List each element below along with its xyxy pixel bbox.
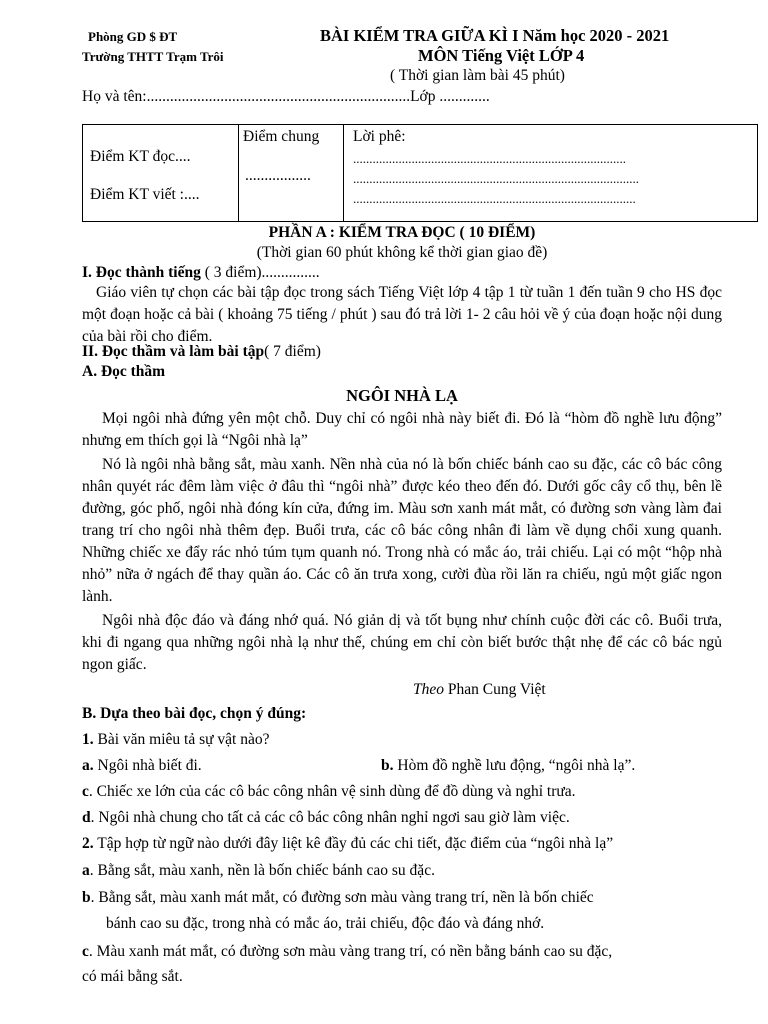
score-cell: [83, 125, 239, 221]
comment-label: Lời phê:: [353, 128, 406, 145]
option-text: . Ngôi nhà chung cho tất cả các cô bác công nhân nghỉ ngơi sau giờ làm việc.: [90, 809, 570, 826]
option-text: Ngôi nhà biết đi.: [93, 757, 202, 774]
story-author: [413, 679, 546, 701]
option-label: a.: [82, 757, 94, 774]
section-1-instructions: Giáo viên tự chọn các bài tập đọc trong sách Tiếng Việt lớp 4 tập 1 từ tuần 1 đến tuần 9 cho HS đọc một đoạn hoặc cả bài ( khoảng 75 tiếng / phút ) sau đó trả lời 1- 2 câu hỏi về ý của đoạn hoặc nội dung của bài rồi cho điểm.: [82, 284, 722, 345]
question-2: [82, 833, 613, 855]
option-label: c: [82, 783, 89, 800]
story-title: NGÔI NHÀ LẠ: [346, 386, 458, 405]
q1-option-b[interactable]: [381, 755, 635, 777]
author-name: Phan Cung Việt: [444, 681, 546, 698]
section-2-points: ( 7 điểm): [264, 343, 321, 360]
q2-option-a[interactable]: [82, 860, 435, 882]
question-1: [82, 729, 269, 751]
story-paragraph-1: Mọi ngôi nhà đứng yên một chỗ. Duy chỉ có ngôi nhà này biết đi. Đó là “hòm đồ nghề lưu động” nhưng em thích gọi là “Ngôi nhà lạ”: [82, 410, 722, 449]
option-text: . Bằng sắt, màu xanh mát mắt, có đường sơn màu vàng trang trí, nền là bốn chiếc: [90, 889, 594, 906]
subject-title: MÔN Tiếng Việt LỚP 4: [418, 46, 585, 65]
comment-line: ....................................................................................: [353, 151, 626, 166]
q2-option-b-continued: bánh cao su đặc, trong nhà có mắc áo, trải chiếu, độc đáo và đáng nhớ.: [106, 915, 545, 932]
q1-option-c[interactable]: [82, 781, 576, 803]
question-text: Bài văn miêu tả sự vật nào?: [93, 731, 270, 748]
section-2-heading: [82, 341, 321, 363]
option-text: Hòm đồ nghề lưu động, “ngôi nhà lạ”.: [393, 757, 636, 774]
q2-option-c[interactable]: [82, 941, 612, 963]
section-1-points: ( 3 điểm)...............: [200, 264, 320, 281]
comment-line: ........................................................................................: [353, 171, 639, 186]
part-b-title: B. Dựa theo bài đọc, chọn ý đúng:: [82, 705, 307, 722]
writing-score-label: Điểm KT viết :....: [90, 186, 200, 203]
part-a-title: PHẦN A : KIỂM TRA ĐỌC ( 10 ĐIỂM): [268, 224, 536, 241]
option-label: c: [82, 943, 89, 960]
silent-reading-heading: A. Đọc thầm: [82, 363, 166, 380]
option-text: . Bằng sắt, màu xanh, nền là bốn chiếc bánh cao su đặc.: [89, 862, 435, 879]
department-name: Phòng GD $ ĐT: [88, 29, 178, 44]
part-a-note: (Thời gian 60 phút không kể thời gian giao đề): [256, 244, 548, 261]
option-text: . Màu xanh mát mắt, có đường sơn màu vàng trang trí, có nền bằng bánh cao su đặc,: [88, 943, 613, 960]
q1-option-d[interactable]: [82, 807, 570, 829]
option-label: a: [82, 862, 90, 879]
author-prefix: Theo: [413, 681, 444, 698]
overall-score-label: Điểm chung: [243, 128, 320, 145]
overall-score-blank: .................: [245, 167, 311, 184]
school-name: Trường THTT Trạm Trôi: [82, 49, 224, 64]
q2-option-c-continued: có mái bằng sắt.: [82, 968, 183, 985]
exam-title: BÀI KIỂM TRA GIỮA KÌ I Năm học 2020 - 2021: [320, 26, 670, 45]
comment-line: .......................................................................................: [353, 191, 636, 206]
story-paragraph-2: Nó là ngôi nhà bằng sắt, màu xanh. Nền nhà của nó là bốn chiếc bánh cao su đặc, các cô bác công nhân quyét rác đêm làm việc ở đâu thì “ngôi nhà” được kéo theo đến đó. Dưới gốc cây cổ thụ, bên lề đường, góc phố, ngôi nhà đóng kín cửa, đứng im. Màu sơn xanh mát mắt, có đường sơn vàng làm đai trang trí cho ngôi nhà thêm đẹp. Buổi trưa, các cô bác công nhân đi làm về dụng chổi xung quanh. Những chiếc xe đẩy rác nhỏ túm tụm quanh nó. Trong nhà có mắc áo, trải chiếu. Lại có một “hộp nhà nhỏ” nữa ở ngách để thay quần áo. Các cô ăn trưa xong, cười đùa rồi lăn ra chiếu, ngủ một giấc ngon lành.: [82, 456, 722, 605]
section-2-title: II. Đọc thầm và làm bài tập: [82, 343, 265, 360]
student-name-line: Họ và tên:....................................................................Lớp .............: [82, 88, 490, 105]
option-label: d: [82, 809, 91, 826]
q2-option-b[interactable]: [82, 887, 594, 909]
option-label: b: [82, 889, 91, 906]
option-text: . Chiếc xe lớn của các cô bác công nhân vệ sinh dùng để đồ dùng và nghỉ trưa.: [88, 783, 576, 800]
question-number: 2.: [82, 835, 94, 852]
q1-option-a[interactable]: [82, 755, 202, 777]
story-paragraph-3: Ngôi nhà độc đáo và đáng nhớ quá. Nó giản dị và tốt bụng như chính cuộc đời các cô. Buổi trưa, khi đi ngang qua những ngôi nhà lạ như thế, chúng em chỉ còn biết bước thật nhẹ để các cô bác ngủ ngon giấc.: [82, 612, 722, 673]
reading-score-label: Điểm KT đọc....: [90, 148, 191, 165]
question-number: 1.: [82, 731, 94, 748]
section-1-heading: [82, 262, 320, 284]
exam-duration: ( Thời gian làm bài 45 phút): [390, 67, 565, 84]
section-1-title: I. Đọc thành tiếng: [82, 264, 201, 281]
option-label: b.: [381, 757, 394, 774]
question-text: Tập hợp từ ngữ nào dưới đây liệt kê đầy đủ các chi tiết, đặc điểm của “ngôi nhà lạ”: [93, 835, 614, 852]
